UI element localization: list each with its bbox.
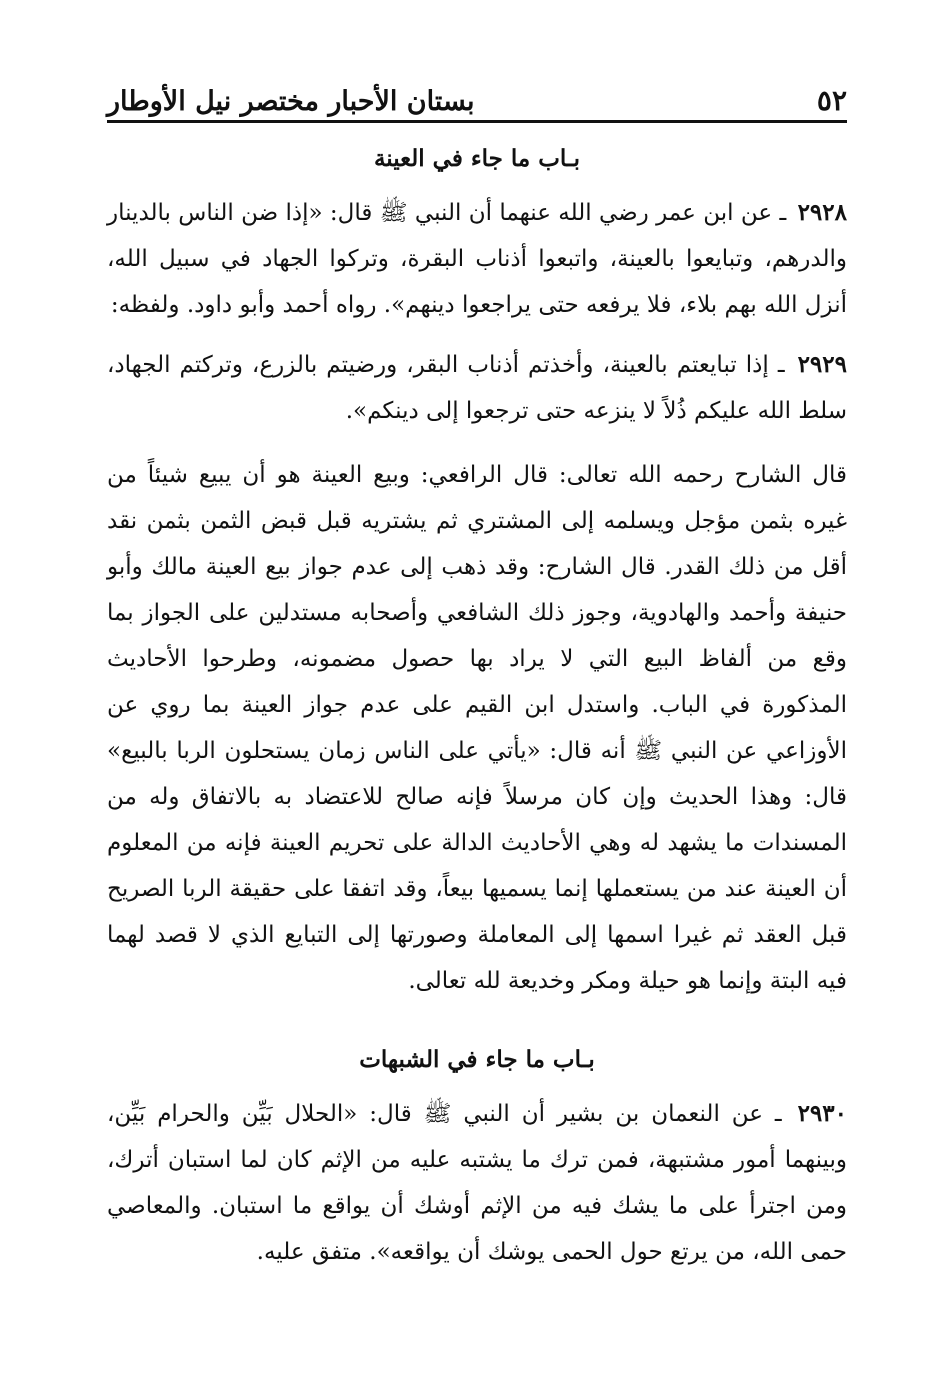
hadith-text: ـ عن النعمان بن بشير أن النبي ﷺ قال: «الحلال بَيِّن والحرام بَيِّن، وبينهما أمور مشتبهة، فمن ترك ما يشتبه عليه من الإثم كان لما استبان أترك، ومن اجترأ على ما يشك فيه من الإثم أوشك أن يواقع ما استبان. والمعاصي حمى الله، من يرتع حول الحمى يوشك أن يواقعه». متفق عليه. xyxy=(107,1101,847,1265)
book-title: بستان الأحبار مختصر نيل الأوطار xyxy=(107,85,475,117)
running-header xyxy=(107,68,847,123)
commentary-paragraph: قال الشارح رحمه الله تعالى: قال الرافعي: وبيع العينة هو أن يبيع شيئاً من غيره بثمن مؤجل ويسلمه إلى المشتري ثم يشتريه قبل قبض الثمن بثمن نقد أقل من ذلك القدر. قال الشارح: وقد ذهب إلى عدم جواز بيع العينة مالك وأبو حنيفة وأحمد والهادوية، وجوز ذلك الشافعي وأصحابه مستدلين على الجواز بما وقع من ألفاظ البيع التي لا يراد بها حصول مضمونه، وطرحوا الأحاديث المذكورة في الباب. واستدل ابن القيم على عدم جواز العينة بما روي عن الأوزاعي عن النبي ﷺ أنه قال: «يأتي على الناس زمان يستحلون الربا بالبيع» قال: وهذا الحديث وإن كان مرسلاً فإنه صالح للاعتضاد به بالاتفاق وله من المسندات ما يشهد له وهي الأحاديث الدالة على تحريم العينة فإنه من المعلوم أن العينة عند من يستعملها إنما يسميها بيعاً، وقد اتفقا على حقيقة الربا الصريح قبل العقد ثم غيرا اسمها إلى المعاملة وصورتها إلى التبايع الذي لا قصد لهما فيه البتة وإنما هو حيلة ومكر وخديعة لله تعالى. xyxy=(107,462,847,994)
hadith-entry xyxy=(107,190,847,328)
book-page xyxy=(107,68,847,1289)
hadith-text: ـ عن ابن عمر رضي الله عنهما أن النبي ﷺ قال: «إذا ضن الناس بالدينار والدرهم، وتبايعوا بالعينة، واتبعوا أذناب البقرة، وتركوا الجهاد في سبيل الله، أنزل الله بهم بلاء، فلا يرفعه حتى يراجعوا دينهم». رواه أحمد وأبو داود. ولفظه: xyxy=(107,200,847,318)
hadith-entry xyxy=(107,1091,847,1275)
chapter-title: بـاب ما جاء في العينة xyxy=(373,145,581,172)
hadith-text: ـ إذا تبايعتم بالعينة، وأخذتم أذناب البقر، ورضيتم بالزرع، وتركتم الجهاد، سلط الله عليكم ذُلاً لا ينزعه حتى ترجعوا إلى دينكم». xyxy=(107,352,847,424)
hadith-number: ٢٩٢٩ xyxy=(797,351,847,378)
page-number: ٥٢ xyxy=(816,84,847,118)
hadith-number: ٢٩٢٨ xyxy=(797,199,847,226)
chapter-title: بـاب ما جاء في الشبهات xyxy=(359,1046,595,1073)
hadith-number: ٢٩٣٠ xyxy=(797,1100,847,1127)
hadith-entry xyxy=(107,342,847,434)
